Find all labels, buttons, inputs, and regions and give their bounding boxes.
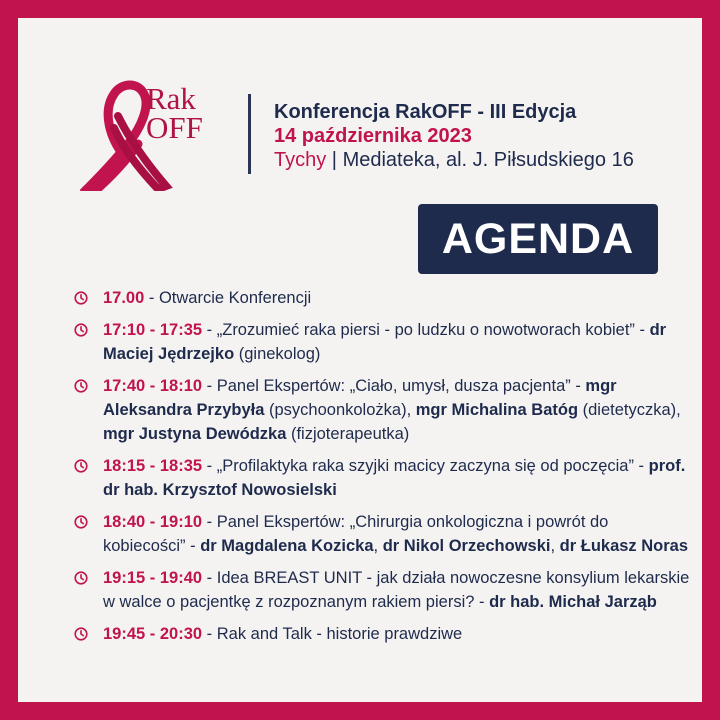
agenda-text: - Panel Ekspertów: „Ciało, umysł, dusza pacjenta” - [202,377,586,395]
agenda-label: AGENDA [441,214,635,263]
conference-header [274,100,634,172]
speaker-name: prof. dr hab. Krzysztof Nowosielski [103,457,686,499]
agenda-text: - Rak and Talk - historie prawdziwe [202,625,463,643]
speaker-name: dr hab. Michał Jarząb [489,593,657,611]
clock-icon [74,459,88,473]
agenda-text: - Idea BREAST UNIT - jak działa nowoczesne konsylium lekarskie w walce o pacjentkę z rozpoznanym rakiem piersi? - [103,569,690,611]
clock-icon [74,571,88,585]
agenda-time: 17:40 - 18:10 [103,377,203,395]
agenda-item [74,510,694,558]
clock-icon [74,291,88,305]
agenda-time: 17.00 [103,289,145,307]
conference-location [274,148,634,172]
speaker-name: mgr Justyna Dewódzka [103,425,287,443]
agenda-text: (dietetyczka), [578,401,681,419]
logo-text [146,81,203,145]
conference-title: Konferencja RakOFF - III Edycja [274,101,577,123]
clock-icon [74,379,88,393]
speaker-name: mgr Michalina Batóg [415,401,579,419]
conference-venue: Mediateka, al. J. Piłsudskiego 16 [342,149,634,171]
agenda-text: - „Profilaktyka raka szyjki macicy zaczyna się od poczęcia” - [202,457,649,475]
agenda-time: 17:10 - 17:35 [103,321,203,339]
speaker-name: dr Magdalena Kozicka [200,537,374,555]
agenda-time: 18:40 - 19:10 [103,513,203,531]
conference-date: 14 października 2023 [274,125,472,147]
agenda-text: - Otwarcie Konferencji [144,289,312,307]
agenda-list [74,286,694,654]
agenda-item [74,454,694,502]
agenda-text: - „Zrozumieć raka piersi - po ludzku o nowotworach kobiet” - [202,321,650,339]
clock-icon [74,515,88,529]
agenda-text: , [373,537,383,555]
conference-city: Tychy [274,149,327,171]
speaker-name: dr Maciej Jędrzejko [103,321,667,363]
agenda-item [74,374,694,446]
agenda-text: (psychoonkolożka), [264,401,416,419]
header-divider [248,94,251,174]
agenda-text: (fizjoterapeutka) [286,425,410,443]
speaker-name: dr Łukasz Noras [559,537,689,555]
location-separator: | [326,149,343,171]
clock-icon [74,323,88,337]
speaker-name: mgr Aleksandra Przybyła [103,377,617,419]
agenda-text: , [550,537,560,555]
agenda-text: (ginekolog) [234,345,321,363]
agenda-time: 19:15 - 19:40 [103,569,203,587]
agenda-text: - Panel Ekspertów: „Chirurgia onkologiczna i powrót do kobiecości” - [103,513,609,555]
logo-line-1: Rak [146,81,196,116]
logo-line-2: OFF [146,110,203,145]
agenda-item [74,622,694,646]
agenda-item [74,318,694,366]
agenda-time: 19:45 - 20:30 [103,625,203,643]
agenda-item [74,286,694,310]
agenda-item [74,566,694,614]
clock-icon [74,627,88,641]
agenda-banner [418,204,658,274]
speaker-name: dr Nikol Orzechowski [382,537,551,555]
agenda-time: 18:15 - 18:35 [103,457,203,475]
